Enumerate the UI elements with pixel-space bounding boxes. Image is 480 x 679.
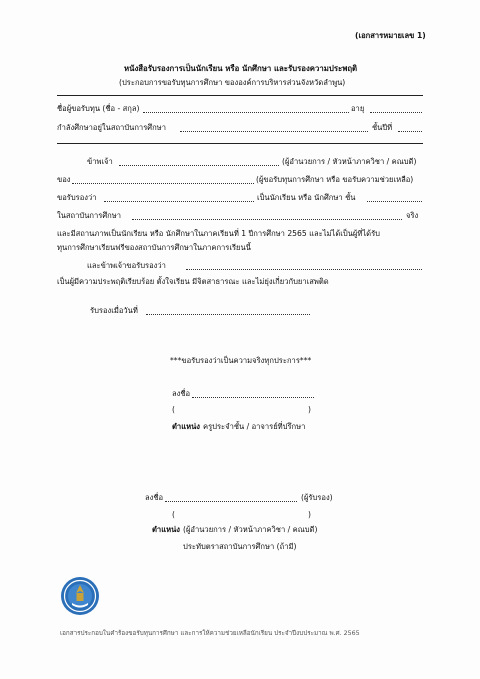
signature2-label: ลงชื่อ <box>145 493 164 502</box>
signature2-paren-open: ( <box>172 510 175 519</box>
date-label: รับรองเมื่อวันที่ <box>90 306 138 315</box>
certifier-name-line[interactable] <box>119 165 279 166</box>
footer-note: เอกสารประกอบในคำร้องขอรับทุนการศึกษา และการให้ความช่วยเหลือนักเรียน ประจำปีงบประมาณ พ.ศ. 2565 <box>60 630 360 637</box>
certify-all-text: ***ขอรับรองว่าเป็นความจริงทุกประการ*** <box>170 356 312 365</box>
signature1-position-text: ครูประจำชั้น / อาจารย์ที่ปรึกษา <box>203 422 306 431</box>
true-word: จริง <box>406 211 419 220</box>
status-line-a: และมีสถานภาพเป็นนักเรียน หรือ นักศึกษาในภาคเรียนที่ 1 ปีการศึกษา 2565 และไม่ได้เป็นผู้ที่ได้รับ <box>57 229 380 238</box>
middle-divider <box>57 143 423 144</box>
signature2-paren-close: ) <box>308 510 311 519</box>
grade-label: ชั้นปีที่ <box>372 123 393 132</box>
student-text: เป็นนักเรียน หรือ นักศึกษา ชั้น <box>257 193 356 202</box>
provincial-seal-logo <box>60 576 100 616</box>
age-line[interactable] <box>370 112 422 113</box>
grade-line[interactable] <box>398 131 422 132</box>
date-line[interactable] <box>146 314 310 315</box>
signature2-line[interactable] <box>165 501 297 502</box>
conduct-line: เป็นผู้มีความประพฤติเรียบร้อย ตั้งใจเรียน มีจิตสาธารณะ และไม่ยุ่งเกี่ยวกับยาเสพติด <box>57 277 329 286</box>
further-name-line[interactable] <box>186 269 422 270</box>
certifier-role-text: (ผู้อำนวยการ / หัวหน้าภาควิชา / คณบดี) <box>282 157 417 166</box>
of-line[interactable] <box>72 183 254 184</box>
signature1-paren-close: ) <box>308 405 311 414</box>
document-number: (เอกสารหมายเลข 1) <box>355 31 426 40</box>
signature1-label: ลงชื่อ <box>172 389 191 398</box>
age-label: อายุ <box>351 104 365 113</box>
certify-label: ขอรับรองว่า <box>57 193 97 202</box>
student-name-line[interactable] <box>104 201 254 202</box>
top-divider <box>57 95 423 96</box>
certifier-tag: (ผู้รับรอง) <box>301 493 333 502</box>
applicant-name-line[interactable] <box>143 112 349 113</box>
class-level-line[interactable] <box>367 201 422 202</box>
stamp-text: ประทับตราสถาบันการศึกษา (ถ้ามี) <box>183 542 297 551</box>
school-label: กำลังศึกษาอยู่ในสถาบันการศึกษา <box>57 123 166 132</box>
document-subtitle: (ประกอบการขอรับทุนการศึกษา ขององค์การบริหารส่วนจังหวัดลำพูน) <box>119 78 346 87</box>
of-note-text: (ผู้ขอรับทุนการศึกษา หรือ ขอรับความช่วยเหลือ) <box>256 175 414 184</box>
i-label: ข้าพเจ้า <box>87 157 113 166</box>
of-label: ของ <box>57 175 71 184</box>
applicant-name-label: ชื่อผู้ขอรับทุน (ชื่อ - สกุล) <box>57 104 140 113</box>
institution-label: ในสถาบันการศึกษา <box>57 211 122 220</box>
status-line-b: ทุนการศึกษาเรียนฟรีของสถาบันการศึกษาในภาคการเรียนนี้ <box>57 243 251 252</box>
signature1-line[interactable] <box>192 397 314 398</box>
further-certify-label: และข้าพเจ้าขอรับรองว่า <box>87 261 166 270</box>
signature2-position-text: (ผู้อำนวยการ / หัวหน้าภาควิชา / คณบดี) <box>183 525 318 534</box>
signature1-paren-open: ( <box>172 405 175 414</box>
institution-line[interactable] <box>132 219 402 220</box>
document-title: หนังสือรับรองการเป็นนักเรียน หรือ นักศึกษา และรับรองความประพฤติ <box>124 64 358 73</box>
signature1-position-label: ตำแหน่ง <box>172 422 200 431</box>
signature2-position-label: ตำแหน่ง <box>152 525 180 534</box>
school-line[interactable] <box>180 131 368 132</box>
